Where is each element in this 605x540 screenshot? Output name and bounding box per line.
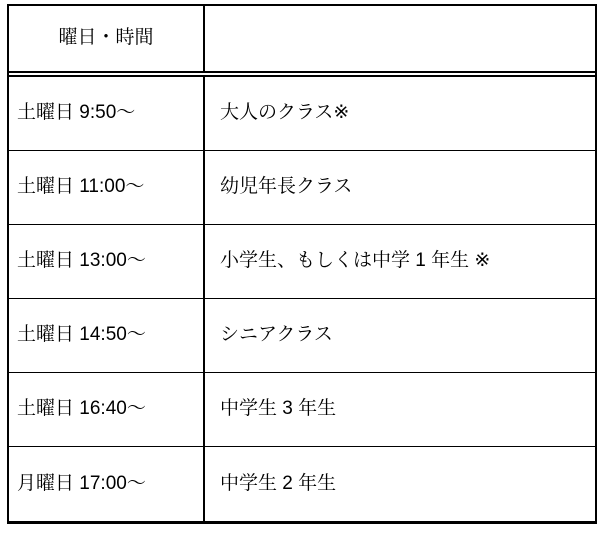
cell-class <box>205 151 595 224</box>
schedule-table <box>7 4 597 524</box>
class-label: 幼児年長クラス <box>220 176 353 198</box>
table-row <box>9 447 595 521</box>
cell-time <box>9 77 205 150</box>
class-label: 小学生、もしくは中学 1 年生 ※ <box>220 250 491 272</box>
header-cell-day-time <box>9 6 205 71</box>
cell-time <box>9 447 205 521</box>
table-header-row <box>9 6 595 77</box>
cell-time <box>9 151 205 224</box>
time-label: 月曜日 17:00～ <box>17 472 146 494</box>
header-cell-empty <box>205 6 595 71</box>
cell-class <box>205 77 595 150</box>
cell-class <box>205 447 595 521</box>
time-label: 土曜日 9:50～ <box>17 102 136 124</box>
table-row <box>9 77 595 151</box>
time-label: 土曜日 13:00～ <box>17 250 146 272</box>
cell-class <box>205 299 595 372</box>
class-label: 中学生 3 年生 <box>220 398 337 420</box>
time-label: 土曜日 14:50～ <box>17 324 146 346</box>
header-day-time-label: 曜日・時間 <box>58 27 154 49</box>
cell-time <box>9 299 205 372</box>
cell-class <box>205 225 595 298</box>
table-row <box>9 151 595 225</box>
class-label: 大人のクラス※ <box>220 102 350 124</box>
time-label: 土曜日 11:00～ <box>17 176 145 198</box>
table-row <box>9 299 595 373</box>
class-label: シニアクラス <box>220 324 333 346</box>
cell-class <box>205 373 595 446</box>
class-label: 中学生 2 年生 <box>220 472 337 494</box>
cell-time <box>9 225 205 298</box>
time-label: 土曜日 16:40～ <box>17 398 146 420</box>
table-row <box>9 225 595 299</box>
table-row <box>9 373 595 447</box>
cell-time <box>9 373 205 446</box>
